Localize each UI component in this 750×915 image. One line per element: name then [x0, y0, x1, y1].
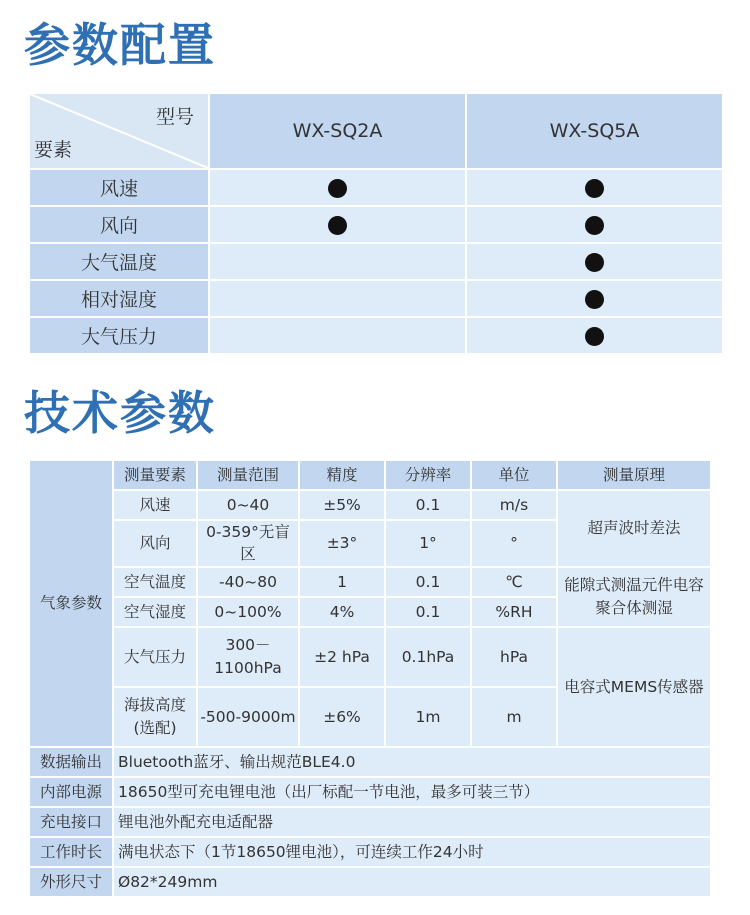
spec-accuracy: ±2 hPa: [300, 628, 384, 686]
config-cell-sq2a: [210, 244, 465, 279]
spec-range: -500-9000m: [198, 688, 298, 746]
spec-principle: 超声波时差法: [558, 491, 710, 566]
spec-unit: °: [472, 521, 556, 566]
table-row: [30, 628, 710, 686]
spec-element: 大气压力: [114, 628, 196, 686]
extra-row-value: 18650型可充电锂电池（出厂标配一节电池，最多可装三节）: [114, 778, 710, 806]
config-row-label: 大气压力: [30, 318, 208, 353]
extra-row: [30, 748, 710, 776]
spec-accuracy: ±6%: [300, 688, 384, 746]
included-dot-icon: [585, 327, 604, 346]
corner-element-label: 要素: [34, 139, 73, 161]
spec-element: 空气温度: [114, 568, 196, 596]
spec-unit: ℃: [472, 568, 556, 596]
spec-unit: %RH: [472, 598, 556, 626]
extra-row-label: 数据输出: [30, 748, 112, 776]
config-cell-sq5a: [467, 318, 722, 353]
spec-unit: m/s: [472, 491, 556, 519]
extra-row-label: 工作时长: [30, 838, 112, 866]
config-row-label: 相对湿度: [30, 281, 208, 316]
spec-element: 海拔高度(选配): [114, 688, 196, 746]
spec-principle: 能隙式测温元件电容聚合体测湿: [558, 568, 710, 626]
spec-accuracy: ±5%: [300, 491, 384, 519]
spec-header: 精度: [300, 461, 384, 489]
spec-header: 单位: [472, 461, 556, 489]
config-row-label: 风向: [30, 207, 208, 242]
extra-row-value: 锂电池外配充电适配器: [114, 808, 710, 836]
config-table-corner: [30, 94, 208, 168]
config-cell-sq5a: [467, 170, 722, 205]
config-cell-sq2a: [210, 170, 465, 205]
extra-row: [30, 808, 710, 836]
extra-row: [30, 778, 710, 806]
spec-principle: 电容式MEMS传感器: [558, 628, 710, 746]
extra-row-value: 满电状态下（1节18650锂电池），可连续工作24小时: [114, 838, 710, 866]
config-cell-sq5a: [467, 281, 722, 316]
spec-header: 测量范围: [198, 461, 298, 489]
table-row: [30, 568, 710, 596]
spec-accuracy: ±3°: [300, 521, 384, 566]
spec-element: 空气湿度: [114, 598, 196, 626]
corner-model-label: 型号: [155, 106, 194, 128]
config-table: [28, 92, 724, 355]
spec-header: 测量要素: [114, 461, 196, 489]
included-dot-icon: [585, 179, 604, 198]
included-dot-icon: [585, 253, 604, 272]
spec-header: 分辨率: [386, 461, 470, 489]
included-dot-icon: [328, 216, 347, 235]
included-dot-icon: [585, 216, 604, 235]
spec-resolution: 0.1: [386, 568, 470, 596]
spec-accuracy: 1: [300, 568, 384, 596]
extra-row-label: 外形尺寸: [30, 868, 112, 896]
spec-resolution: 0.1hPa: [386, 628, 470, 686]
config-row: [30, 170, 722, 205]
extra-row-label: 充电接口: [30, 808, 112, 836]
extra-row-value: Ø82*249mm: [114, 868, 710, 896]
spec-resolution: 0.1: [386, 491, 470, 519]
config-row: [30, 281, 722, 316]
config-row: [30, 207, 722, 242]
spec-range: 0-359°无盲区: [198, 521, 298, 566]
spec-resolution: 1m: [386, 688, 470, 746]
config-row: [30, 318, 722, 353]
table-row: [30, 491, 710, 519]
config-row: [30, 244, 722, 279]
config-cell-sq5a: [467, 244, 722, 279]
spec-resolution: 1°: [386, 521, 470, 566]
spec-range: -40~80: [198, 568, 298, 596]
spec-element: 风速: [114, 491, 196, 519]
spec-table: [28, 459, 712, 898]
config-row-label: 风速: [30, 170, 208, 205]
extra-row-value: Bluetooth蓝牙、输出规范BLE4.0: [114, 748, 710, 776]
spec-accuracy: 4%: [300, 598, 384, 626]
config-cell-sq2a: [210, 318, 465, 353]
model-header-sq5a: WX-SQ5A: [467, 94, 722, 168]
config-cell-sq5a: [467, 207, 722, 242]
spec-section-title: 技术参数: [24, 386, 216, 440]
model-header-sq2a: WX-SQ2A: [210, 94, 465, 168]
config-section-title: 参数配置: [24, 18, 216, 72]
spec-header: 测量原理: [558, 461, 710, 489]
extra-row-label: 内部电源: [30, 778, 112, 806]
spec-range: 300－1100hPa: [198, 628, 298, 686]
group-label: 气象参数: [30, 461, 112, 746]
included-dot-icon: [585, 290, 604, 309]
spec-unit: m: [472, 688, 556, 746]
spec-range: 0~40: [198, 491, 298, 519]
extra-row: [30, 868, 710, 896]
spec-range: 0~100%: [198, 598, 298, 626]
config-row-label: 大气温度: [30, 244, 208, 279]
included-dot-icon: [328, 179, 347, 198]
config-cell-sq2a: [210, 207, 465, 242]
spec-resolution: 0.1: [386, 598, 470, 626]
spec-unit: hPa: [472, 628, 556, 686]
config-cell-sq2a: [210, 281, 465, 316]
extra-row: [30, 838, 710, 866]
spec-element: 风向: [114, 521, 196, 566]
